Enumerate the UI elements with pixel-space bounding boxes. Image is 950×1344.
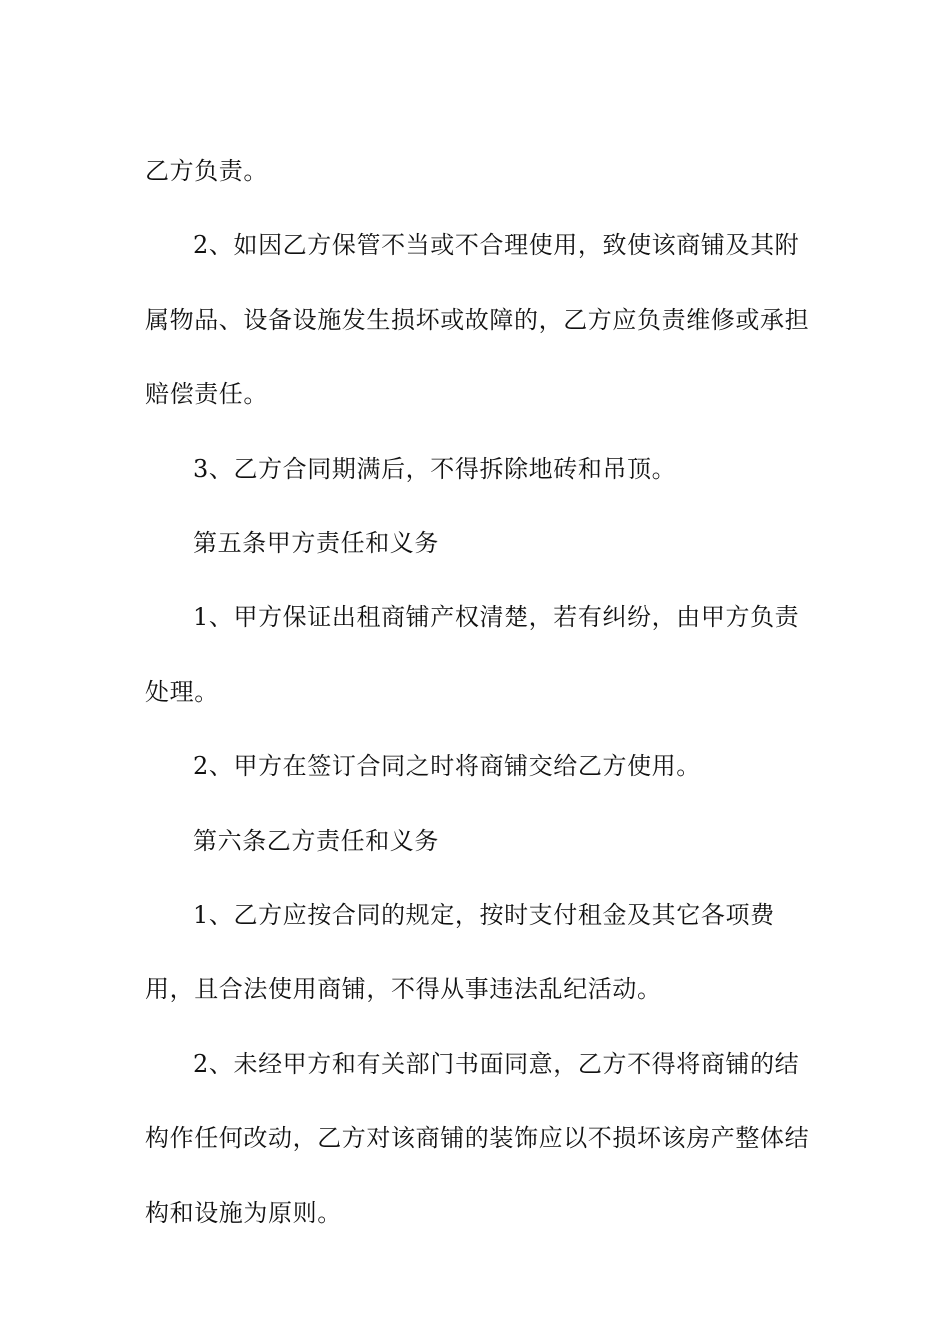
section-heading-article-5: 第五条甲方责任和义务: [193, 529, 439, 558]
paragraph-clause-4-2: 2、如因乙方保管不当或不合理使用，致使该商铺及其附属物品、设备设施发生损坏或故障的，乙方应负责维修或承担赔偿责任。: [145, 231, 810, 409]
paragraph-clause-6-2: 2、未经甲方和有关部门书面同意，乙方不得将商铺的结构作任何改动，乙方对该商铺的装饰应以不损坏该房产整体结构和设施为原则。: [145, 1049, 810, 1227]
paragraph-continuation: 乙方负责。: [145, 157, 268, 185]
paragraph-clause-4-3: 3、乙方合同期满后，不得拆除地砖和吊顶。: [193, 454, 677, 483]
paragraph-clause-6-1: 1、乙方应按合同的规定，按时支付租金及其它各项费用，且合法使用商铺，不得从事违法乱纪活动。: [145, 901, 775, 1004]
paragraph-clause-5-1: 1、甲方保证出租商铺产权清楚，若有纠纷，由甲方负责处理。: [145, 603, 800, 706]
document-body: [145, 134, 810, 1250]
paragraph-clause-5-2: 2、甲方在签订合同之时将商铺交给乙方使用。: [193, 752, 701, 781]
section-heading-article-6: 第六条乙方责任和义务: [193, 826, 439, 855]
